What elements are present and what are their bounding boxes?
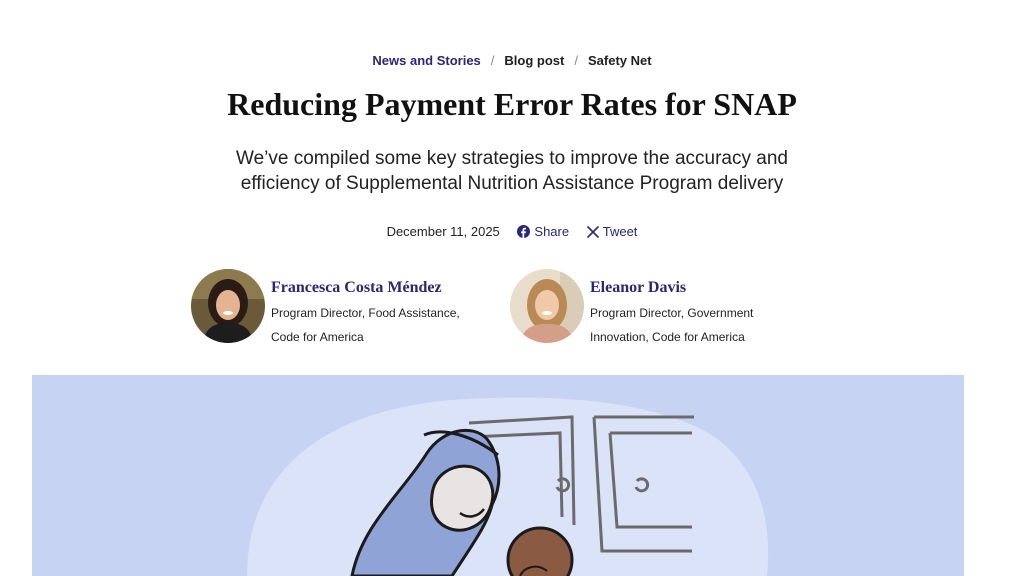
share-button[interactable]: [517, 224, 572, 239]
avatar: [510, 269, 584, 343]
page-title: Reducing Payment Error Rates for SNAP: [227, 86, 797, 122]
author-name[interactable]: Francesca Costa Méndez: [271, 279, 442, 296]
background-blob: [247, 398, 768, 576]
article-meta: [0, 223, 1024, 243]
breadcrumb-separator: /: [574, 53, 578, 68]
author-role: Program Director, Food Assistance, Code for America: [271, 306, 460, 344]
author-name[interactable]: Eleanor Davis: [590, 279, 687, 296]
article-subtitle: We’ve compiled some key strategies to improve the accuracy and efficiency of Supplemental Nutrition Assistance Program delivery: [236, 148, 788, 194]
hero-illustration: [32, 375, 964, 576]
avatar: [191, 269, 265, 343]
breadcrumb-separator: /: [490, 53, 495, 68]
breadcrumb-blog-post[interactable]: Blog post: [504, 53, 565, 68]
publish-date: December 11, 2025: [386, 224, 500, 239]
child-figure: [508, 528, 572, 576]
breadcrumb-news-and-stories[interactable]: News and Stories: [372, 53, 481, 68]
breadcrumb-safety-net[interactable]: Safety Net: [587, 53, 652, 68]
facebook-icon: [517, 225, 530, 243]
breadcrumb: [0, 52, 1024, 70]
share-label: Share: [534, 224, 570, 239]
tweet-button[interactable]: [587, 224, 638, 239]
author-role: Program Director, Government Innovation, Code for America: [590, 306, 754, 344]
x-logo-icon: [587, 225, 599, 243]
tweet-label: Tweet: [602, 224, 638, 239]
